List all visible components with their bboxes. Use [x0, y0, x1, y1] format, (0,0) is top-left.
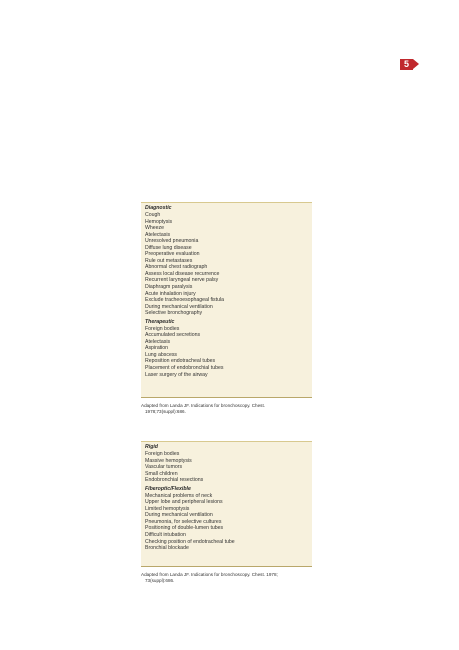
list-item: Abnormal chest radiograph — [145, 264, 208, 271]
list-item: Difficult intubation — [145, 532, 186, 539]
list-item: Rule out metastases — [145, 257, 193, 264]
list-item: Limited hemoptysis — [145, 505, 190, 512]
list-item: Positioning of double-lumen tubes — [145, 525, 224, 532]
list-item: Reposition endotracheal tubes — [145, 358, 216, 365]
footnote-line: Adapted from Landa JF. Indications for bronchoscopy. Chest. — [141, 403, 266, 408]
list-item: Laser surgery of the airway — [145, 371, 208, 378]
list-item: Mechanical problems of neck — [145, 492, 213, 499]
list-item: During mechanical ventilation — [145, 512, 213, 519]
fiberoptic-list — [145, 493, 308, 552]
section-heading-fiberoptic: Fiberoptic/Flexible — [145, 485, 191, 492]
list-item: Foreign bodies — [145, 325, 180, 332]
list-item: Wheeze — [145, 225, 165, 232]
therapeutic-list — [145, 326, 308, 378]
rigid-list — [145, 451, 308, 484]
list-item: Endobronchial resections — [145, 477, 204, 484]
list-item: Checking position of endotracheal tube — [145, 538, 235, 545]
list-item: Cough — [145, 212, 161, 218]
table-footnote — [141, 403, 316, 415]
list-item: Massive hemoptysis — [145, 457, 192, 464]
page-number-badge — [400, 59, 419, 70]
footnote-line: 73(suppl):686. — [145, 578, 175, 583]
section-heading-diagnostic: Diagnostic — [145, 205, 172, 211]
list-item: Preoperative evaluation — [145, 251, 200, 258]
section-heading-rigid: Rigid — [145, 444, 158, 450]
bronchoscope-type-table — [141, 441, 312, 567]
page-number: 5 — [400, 59, 413, 70]
section-heading-therapeutic: Therapeutic — [145, 318, 175, 325]
list-item: Aspiration — [145, 345, 169, 352]
list-item: Diffuse lung disease — [145, 244, 192, 251]
list-item: During mechanical ventilation — [145, 303, 213, 310]
list-item: Selective bronchography — [145, 310, 203, 317]
badge-arrow-icon — [413, 59, 419, 69]
list-item: Recurrent laryngeal nerve palsy — [145, 277, 219, 284]
list-item: Accumulated secretions — [145, 332, 201, 339]
list-item: Diaphragm paralysis — [145, 284, 193, 291]
diagnostic-list — [145, 212, 308, 317]
footnote-line: 1978;73(suppl):686. — [145, 409, 186, 414]
list-item: Vascular tumors — [145, 464, 183, 471]
list-item: Atelectasis — [145, 338, 171, 345]
list-item: Unresolved pneumonia — [145, 238, 199, 245]
bronchoscopy-indications-table — [141, 202, 312, 398]
list-item: Acute inhalation injury — [145, 290, 196, 297]
list-item: Pneumonia, for selective cultures — [145, 518, 222, 525]
list-item: Bronchial blockade — [145, 545, 189, 552]
list-item: Assess local disease recurrence — [145, 270, 220, 277]
list-item: Exclude tracheoesophageal fistula — [145, 297, 225, 304]
list-item: Hemoptysis — [145, 218, 173, 225]
list-item: Foreign bodies — [145, 451, 180, 457]
list-item: Small children — [145, 470, 178, 477]
list-item: Lung abscess — [145, 351, 178, 358]
table-footnote — [141, 572, 316, 584]
list-item: Atelectasis — [145, 231, 171, 238]
list-item: Upper lobe and peripheral lesions — [145, 499, 223, 506]
list-item: Placement of endobronchial tubes — [145, 365, 224, 372]
footnote-line: Adapted from Landa JF. Indications for bronchoscopy. Chest. 1978; — [141, 572, 278, 577]
